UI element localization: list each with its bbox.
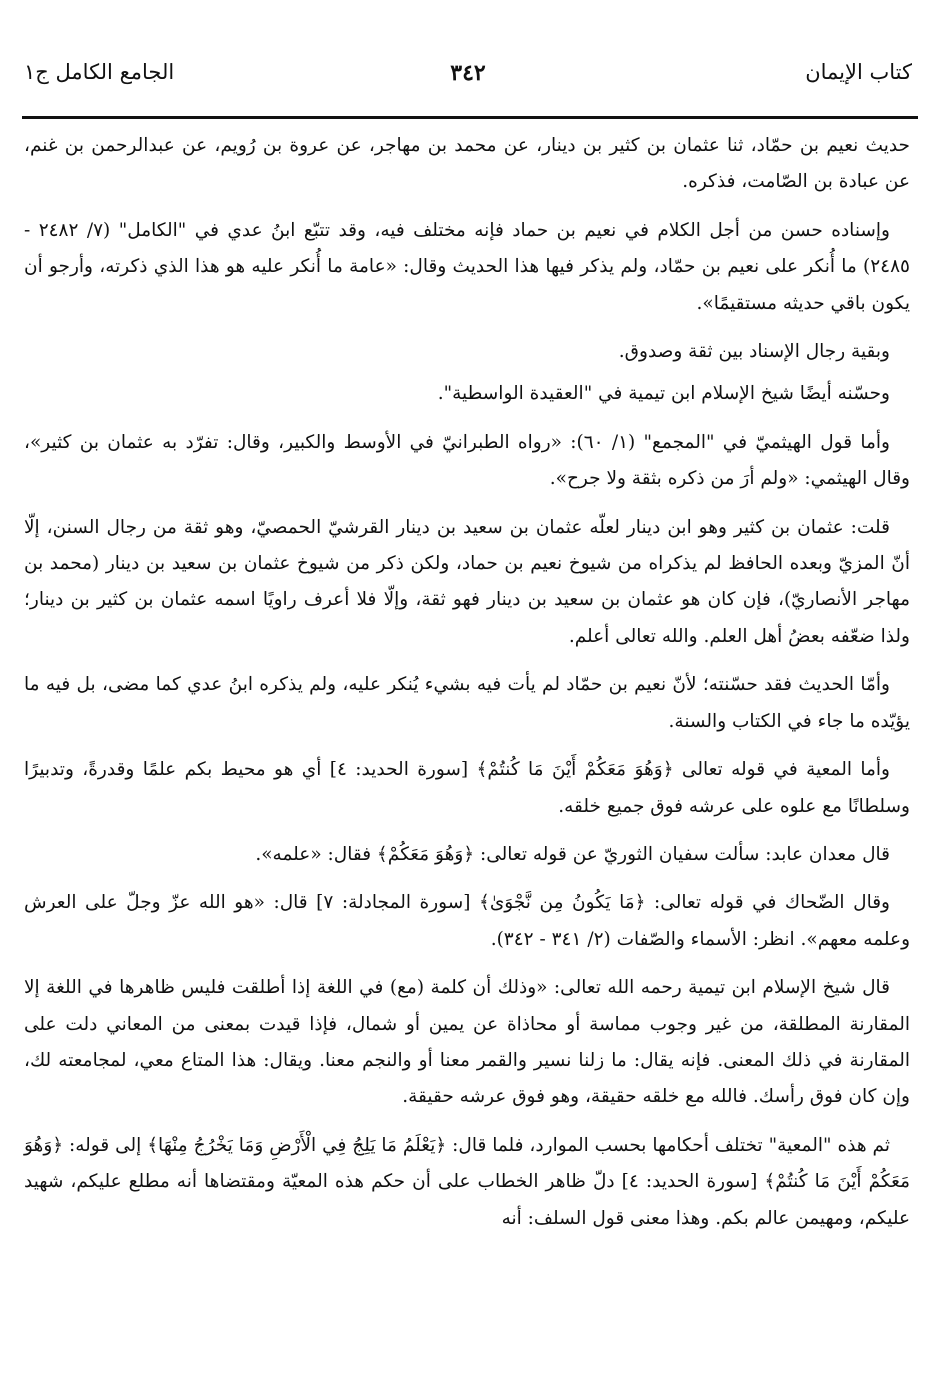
paragraph: قلت: عثمان بن كثير وهو ابن دينار لعلّه عثمان بن سعيد بن دينار القرشيّ الحمصيّ، وهو ثقة من رجال السنن، إلّا أنّ المزيّ وبعده الحافظ لم يذكراه من شيوخ نعيم بن حماد، ولكن ذكر من شيوخ عثمان بن سعيد بن دينار (محمد بن مهاجر الأنصاريّ)، فإن كان هو عثمان بن سعيد بن دينار فهو ثقة، وإلّا فلا أعرف راويًا اسمه عثمان بن كثير بن دينار؛ ولذا ضعّفه بعضُ أهل العلم. والله تعالى أعلم.: [24, 516, 910, 647]
paragraph: وبقية رجال الإسناد بين ثقة وصدوق.: [618, 341, 890, 363]
paragraph: قال معدان عابد: سألت سفيان الثوريّ عن قوله تعالى: ﴿وَهُوَ مَعَكُمْ﴾ فقال: «علمه».: [255, 843, 890, 865]
book-title: كتاب الإيمان: [805, 60, 912, 84]
paragraph: قال شيخ الإسلام ابن تيمية رحمه الله تعالى: «وذلك أن كلمة (مع) في اللغة إذا أطلقت فليس ظاهرها في اللغة إلا المقارنة المطلقة، من غير وجوب مماسة أو محاذاة عن يمين أو شمال، فإذا قيدت بمعنى من المعاني دلت على المقارنة في ذلك المعنى. فإنه يقال: ما زلنا نسير والقمر معنا أو والنجم معنا. ويقال: هذا المتاع معي، لمجامعته لك، وإن كان فوق رأسك. فالله مع خلقه حقيقة، وهو فوق عرشه حقيقة.: [24, 977, 910, 1108]
paragraph: وحسّنه أيضًا شيخ الإسلام ابن تيمية في "العقيدة الواسطية".: [437, 383, 890, 405]
series-title: الجامع الكامل ج١: [24, 60, 175, 84]
header-rule: [22, 116, 918, 119]
paragraph: وإسناده حسن من أجل الكلام في نعيم بن حماد فإنه مختلف فيه، وقد تتبّع ابنُ عدي في "الكامل" (٧/ ٢٤٨٢ - ٢٤٨٥) ما أُنكر على نعيم بن حمّاد، ولم يذكر فيها هذا الحديث وقال: «عامة ما أُنكر عليه هو هذا الذي ذكرته، وأرجو أن يكون باقي حديثه مستقيمًا».: [24, 219, 910, 314]
paragraph: وأما المعية في قوله تعالى ﴿وَهُوَ مَعَكُمْ أَيْنَ مَا كُنتُمْ﴾ [سورة الحديد: ٤] أي هو محيط بكم علمًا وقدرةً، وتدبيرًا وسلطانًا مع علوه على عرشه فوق جميع خلقه.: [24, 759, 910, 817]
paragraph: وقال الضّحاك في قوله تعالى: ﴿مَا يَكُونُ مِن نَّجْوَىٰ﴾ [سورة المجادلة: ٧] قال: «هو الله عزّ وجلّ على العرش وعلمه معهم». انظر: الأسماء والصّفات (٢/ ٣٤١ - ٣٤٢).: [24, 892, 910, 950]
page-body: [24, 128, 910, 1336]
page-number: ٣٤٢: [450, 60, 486, 86]
paragraph: وأمّا الحديث فقد حسّنته؛ لأنّ نعيم بن حمّاد لم يأت فيه بشيء يُنكر عليه، ولم يذكره ابنُ عدي كما مضى، بل فيه ما يؤيّده ما جاء في الكتاب والسنة.: [24, 674, 910, 732]
paragraph: وأما قول الهيثميّ في "المجمع" (١/ ٦٠): «رواه الطبرانيّ في الأوسط والكبير، وقال: تفرّد به عثمان بن كثير»، وقال الهيثمي: «ولم أرَ من ذكره بثقة ولا جرح».: [24, 431, 910, 490]
page-header: [24, 60, 912, 96]
paragraph: ثم هذه "المعية" تختلف أحكامها بحسب الموارد، فلما قال: ﴿يَعْلَمُ مَا يَلِجُ فِي الْأَرْضِ وَمَا يَخْرُجُ مِنْهَا﴾ إلى قوله: ﴿وَهُوَ مَعَكُمْ أَيْنَ مَا كُنتُمْ﴾ [سورة الحديد: ٤] دلّ ظاهر الخطاب على أن حكم هذه المعيّة ومقتضاها أنه مطلع عليكم، شهيد عليكم، ومهيمن عالم بكم. وهذا معنى قول السلف: أنه: [24, 1134, 910, 1229]
paragraph: حديث نعيم بن حمّاد، ثنا عثمان بن كثير بن دينار، عن محمد بن مهاجر، عن عروة بن رُويم، عن عبدالرحمن بن غنم، عن عبادة بن الصّامت، فذكره.: [24, 135, 910, 193]
